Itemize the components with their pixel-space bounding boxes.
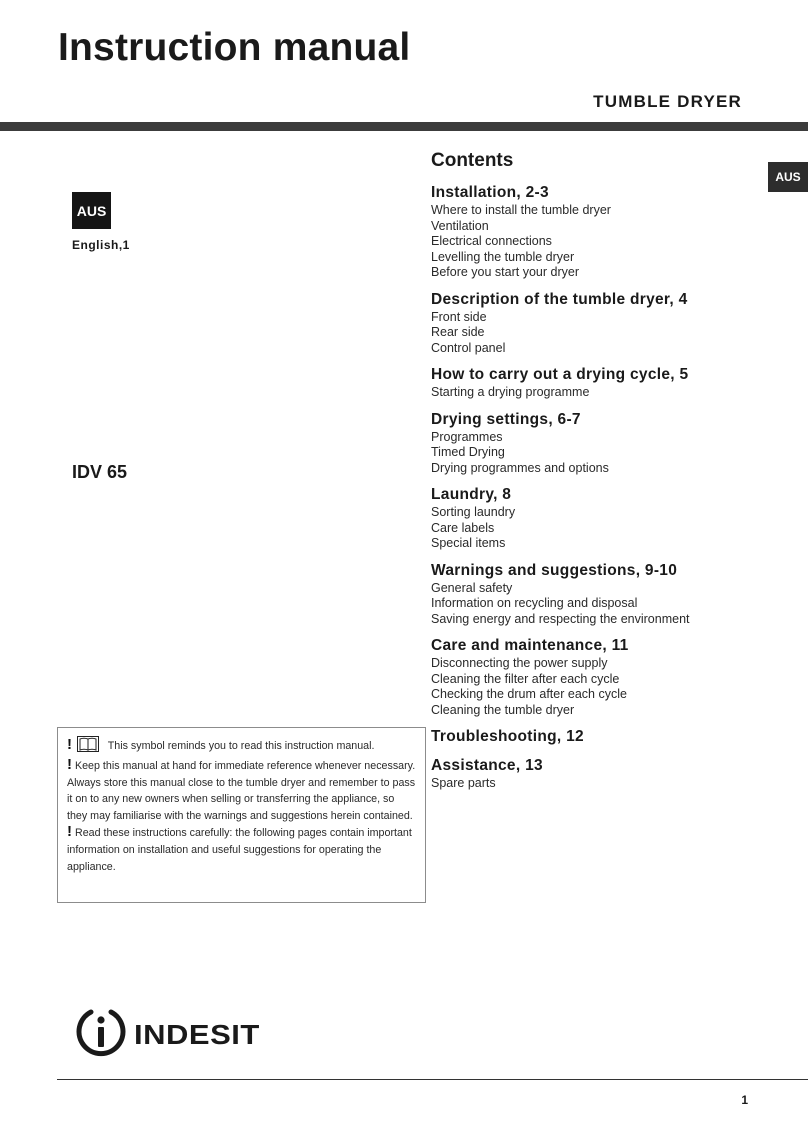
section-item: Drying programmes and options [431, 460, 609, 475]
contents-section [431, 561, 771, 628]
notice-paragraph-2 [67, 755, 416, 825]
model-number: IDV 65 [72, 462, 128, 482]
contents-section [431, 636, 771, 718]
notice-text-1: This symbol reminds you to read this instruction manual. [107, 740, 375, 752]
section-item: Sorting laundry [431, 505, 516, 519]
notice-text-2: Keep this manual at hand for immediate reference whenever necessary. Always store this manual close to the tumble dryer and remember to pass it on to any new owners when selling or transferring the appliance, so they may familiarise with the warnings and suggestions herein contained. [67, 759, 416, 823]
contents-section [431, 183, 771, 281]
document-title: Instruction manual [58, 26, 411, 69]
section-item: Checking the drum after each cycle [431, 687, 627, 701]
section-heading: Laundry, 8 [431, 486, 512, 503]
contents-section [431, 290, 771, 357]
exclamation-mark: ! [67, 755, 72, 773]
brand-name: INDESIT [134, 1018, 260, 1050]
section-heading: Troubleshooting, 12 [431, 728, 584, 745]
exclamation-mark: ! [67, 822, 72, 840]
section-item: Cleaning the tumble dryer [431, 702, 575, 717]
section-item: Disconnecting the power supply [431, 656, 608, 670]
section-item: Care labels [431, 520, 495, 535]
section-item: Spare parts [431, 776, 496, 790]
region-side-tab: AUS [768, 162, 808, 192]
contents-title: Contents [431, 150, 514, 171]
section-item: Ventilation [431, 218, 489, 233]
contents-section [431, 410, 771, 477]
document-subtitle: TUMBLE DRYER [593, 92, 742, 111]
section-heading: How to carry out a drying cycle, 5 [431, 366, 689, 383]
section-heading: Care and maintenance, 11 [431, 637, 629, 654]
notice-paragraph-3 [67, 822, 416, 875]
section-item: Front side [431, 309, 487, 324]
section-item: Electrical connections [431, 234, 552, 248]
section-heading: Assistance, 13 [431, 757, 543, 774]
notice-box [57, 727, 426, 903]
contents-section [431, 485, 771, 552]
section-heading: Drying settings, 6-7 [431, 410, 581, 428]
language-label: English,1 [72, 238, 130, 252]
section-item: Programmes [431, 429, 503, 444]
section-item: Timed Drying [431, 445, 505, 459]
footer-divider [57, 1079, 808, 1080]
section-item: Information on recycling and disposal [431, 596, 638, 610]
contents-sections [431, 183, 771, 792]
section-item: Where to install the tumble dryer [431, 203, 611, 217]
section-item: Rear side [431, 325, 485, 339]
contents-section [431, 756, 771, 792]
table-of-contents [431, 150, 771, 801]
region-badge: AUS [72, 192, 111, 229]
section-item: Before you start your dryer [431, 265, 579, 279]
book-icon [77, 736, 99, 758]
section-heading: Description of the tumble dryer, 4 [431, 290, 688, 308]
header-divider-bar [0, 122, 808, 131]
indesit-logo [75, 1006, 260, 1063]
section-item: Control panel [431, 340, 506, 355]
section-heading: Installation, 2-3 [431, 184, 549, 201]
notice-text-3: Read these instructions carefully: the following pages contain important information on installation and useful suggestions for operating the appliance. [67, 826, 412, 873]
exclamation-mark: ! [67, 736, 72, 753]
section-item: Cleaning the filter after each cycle [431, 671, 620, 686]
section-item: Starting a drying programme [431, 385, 590, 399]
indesit-logo-icon [75, 1006, 127, 1063]
section-item: General safety [431, 580, 513, 595]
section-item: Levelling the tumble dryer [431, 249, 575, 264]
section-item: Saving energy and respecting the environment [431, 611, 690, 626]
contents-section [431, 365, 771, 401]
contents-section [431, 727, 771, 747]
section-item: Special items [431, 536, 506, 550]
section-heading: Warnings and suggestions, 9-10 [431, 561, 678, 579]
notice-paragraph-1 [67, 736, 416, 758]
page-number: 1 [741, 1093, 748, 1107]
